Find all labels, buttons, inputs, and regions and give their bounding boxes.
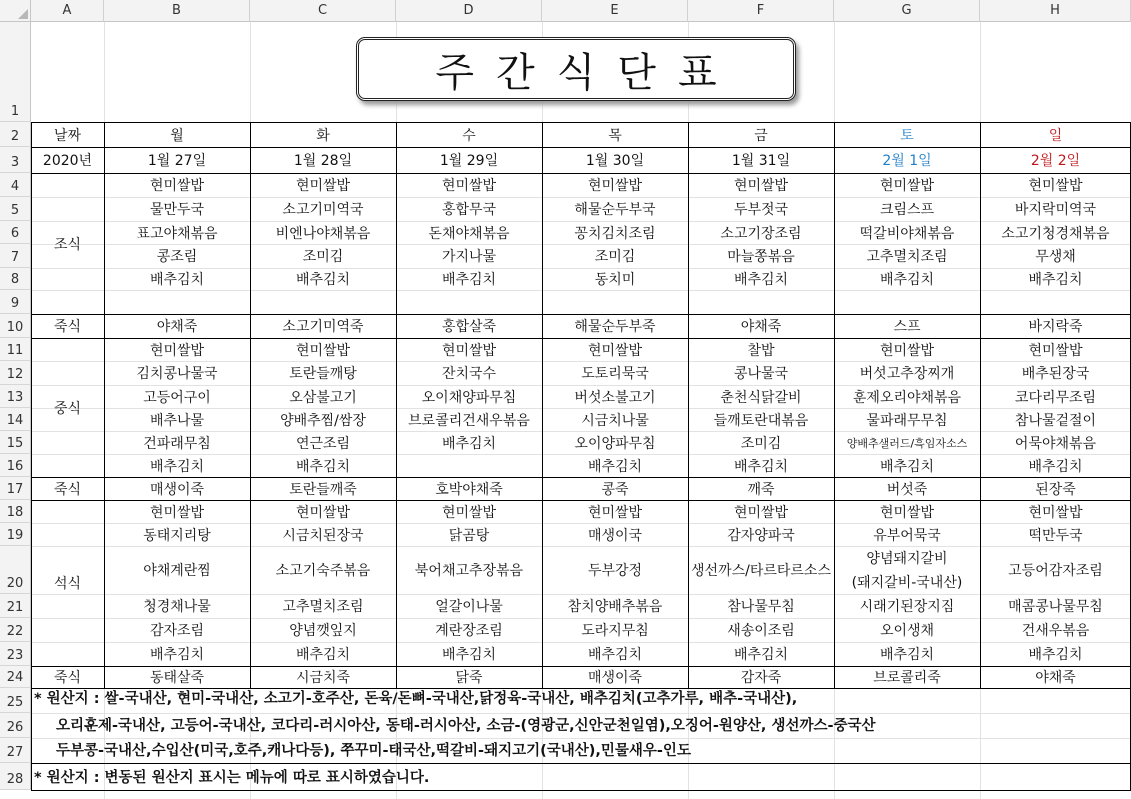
day-date-4: 1월 30일 [585, 153, 645, 169]
menu-item: 현미쌀밥 [295, 178, 351, 194]
menu-item: 콩나물국 [733, 366, 789, 382]
menu-item: 북어채고추장볶음 [414, 563, 524, 579]
row-header-12[interactable]: 12 [0, 361, 31, 385]
porridge-noon-label: 죽식 [53, 481, 82, 498]
day-name-5: 금 [754, 127, 768, 144]
menu-item: 배추김치 [295, 647, 351, 663]
day-name-7: 일 [1048, 127, 1063, 144]
menu-item: 찰밥 [747, 342, 775, 359]
menu-item: 떡만두국 [1028, 527, 1083, 544]
menu-item: 야채계란찜 [143, 563, 211, 579]
menu-item: 배추김치 [733, 272, 789, 288]
menu-item: 양념돼지갈비 [866, 551, 948, 567]
row-header-10[interactable]: 10 [0, 314, 31, 338]
column-header-b[interactable]: B [104, 0, 250, 22]
row-header-16[interactable]: 16 [0, 454, 31, 477]
menu-item: 현미쌀밥 [733, 504, 789, 521]
menu-item: 어묵야채볶음 [1014, 435, 1097, 452]
menu-item: 매콤콩나물무침 [1008, 599, 1103, 615]
row-header-7[interactable]: 7 [0, 244, 31, 268]
menu-item: 배추김치 [149, 458, 205, 475]
day-name-1: 월 [170, 127, 184, 144]
menu-item: 배추김치 [733, 647, 789, 663]
menu-item: 비엔나야채볶음 [275, 225, 371, 242]
menu-item: 두부젓국 [733, 202, 789, 218]
menu-item: 배추나물 [149, 412, 205, 429]
lunch-label: 중식 [53, 400, 82, 417]
porridge-morning-label: 죽식 [53, 319, 82, 335]
menu-item: 고추멸치조림 [282, 599, 364, 615]
menu-item: 훈제오리야채볶음 [852, 389, 962, 406]
row-header-20[interactable]: 20 [0, 546, 31, 594]
menu-item: 배추김치 [879, 272, 935, 288]
date-label: 날짜 [53, 127, 82, 144]
column-header-f[interactable]: F [688, 0, 834, 22]
menu-item: 현미쌀밥 [1028, 342, 1083, 359]
menu-item: 고등어구이 [143, 389, 211, 406]
menu-item: 마늘쫑볶음 [727, 249, 795, 265]
menu-item: 배추된장국 [1021, 366, 1090, 382]
porridge-item: 바지락죽 [1028, 319, 1083, 335]
row-header-5[interactable]: 5 [0, 197, 31, 221]
menu-item: 현미쌀밥 [149, 342, 205, 359]
menu-item: 콩조림 [156, 249, 198, 265]
menu-item: 배추김치 [587, 647, 643, 663]
menu-item: 떡갈비야채볶음 [859, 225, 955, 242]
porridge-item: 야채죽 [156, 319, 198, 335]
row-header-17[interactable]: 17 [0, 477, 31, 500]
menu-item: 고등어감자조림 [1008, 563, 1103, 579]
menu-item: 참나물무침 [727, 599, 795, 615]
menu-item: 청경채나물 [143, 599, 211, 615]
porridge-item: 감자죽 [740, 670, 782, 686]
dinner-label: 석식 [53, 576, 82, 592]
menu-item: 배추김치 [441, 272, 497, 288]
row-header-21[interactable]: 21 [0, 594, 31, 618]
menu-item: 참치양배추볶음 [567, 599, 663, 615]
menu-item: 감자양파국 [727, 527, 795, 544]
porridge-item: 호박야채죽 [435, 481, 503, 498]
menu-item: 생선까스/타르타르소스 [691, 563, 831, 579]
menu-item: 현미쌀밥 [149, 178, 205, 194]
menu-item: 현미쌀밥 [587, 178, 643, 194]
menu-item: (돼지갈비-국내산) [851, 575, 963, 591]
porridge-item: 브로콜리죽 [873, 670, 941, 686]
row-header-4[interactable]: 4 [0, 173, 31, 197]
menu-item: 춘천식닭갈비 [720, 389, 802, 406]
menu-item: 참나물겉절이 [1014, 412, 1097, 429]
menu-item: 배추김치 [587, 458, 643, 475]
menu-item: 양배추찜/쌈장 [280, 412, 366, 429]
menu-item: 얼갈이나물 [435, 599, 503, 615]
menu-item: 감자조림 [149, 623, 205, 639]
menu-item: 바지락미역국 [1014, 202, 1097, 218]
porridge-item: 매생이죽 [587, 670, 643, 686]
menu-item: 버섯고추장찌개 [859, 366, 955, 382]
menu-item: 계란장조림 [435, 623, 503, 639]
menu-item: 도라지무침 [581, 623, 649, 639]
row-header-22[interactable]: 22 [0, 618, 31, 642]
select-all-corner[interactable] [0, 0, 31, 22]
row-header-15[interactable]: 15 [0, 431, 31, 454]
menu-item: 현미쌀밥 [295, 342, 351, 359]
day-name-3: 수 [462, 127, 476, 144]
menu-item: 현미쌀밥 [441, 342, 497, 359]
porridge-item: 야채죽 [1035, 670, 1076, 686]
row-header-19[interactable]: 19 [0, 523, 31, 546]
menu-item: 양배추샐러드/흑임자소스 [846, 436, 968, 450]
row-header-25[interactable]: 25 [0, 688, 31, 713]
menu-item: 현미쌀밥 [295, 504, 351, 521]
menu-item: 동치미 [594, 272, 636, 288]
row-header-13[interactable]: 13 [0, 385, 31, 408]
menu-item: 현미쌀밥 [879, 178, 935, 194]
origin-note-2: 오리훈제-국내산, 고등어-국내산, 코다리-러시아산, 동태-러시아산, 소금-(영광군,신안군천일염),오징어-원양산, 생선까스-중국산 [56, 718, 876, 734]
menu-item: 소고기미역국 [282, 202, 364, 218]
porridge-item: 홍합살죽 [441, 319, 497, 335]
breakfast-label: 조식 [53, 236, 82, 253]
menu-item: 소고기장조림 [720, 225, 802, 242]
row-header-27[interactable]: 27 [0, 738, 31, 763]
row-header-3[interactable]: 3 [0, 147, 31, 173]
menu-item: 꽁치김치조림 [574, 225, 656, 242]
menu-item: 버섯소불고기 [574, 389, 656, 406]
menu-item: 오이채양파무침 [421, 389, 517, 406]
menu-item: 건파래무침 [143, 435, 211, 452]
menu-item: 매생이국 [587, 527, 643, 544]
menu-item: 배추김치 [149, 272, 205, 288]
origin-note-4: * 원산지 : 변동된 원산지 표시는 메뉴에 따로 표시하였습니다. [34, 770, 430, 786]
row-header-18[interactable]: 18 [0, 500, 31, 523]
menu-item: 연근조림 [295, 435, 351, 452]
menu-item: 현미쌀밥 [441, 504, 497, 521]
menu-item: 배추김치 [1028, 272, 1083, 288]
menu-item: 고추멸치조림 [866, 249, 948, 265]
menu-item: 배추김치 [441, 647, 497, 663]
menu-item: 김치콩나물국 [136, 366, 218, 382]
porridge-evening-label: 죽식 [53, 670, 82, 686]
menu-item: 배추김치 [1028, 458, 1083, 475]
page-title: 주간식단표 [356, 37, 796, 101]
menu-item: 물파래무무침 [866, 412, 948, 429]
origin-note-3: 두부콩-국내산,수입산(미국,호주,캐나다등), 쭈꾸미-태국산,떡갈비-돼지고기(국내산),민물새우-인도 [56, 743, 691, 759]
menu-item: 오삼불고기 [289, 389, 357, 406]
menu-item: 현미쌀밥 [149, 504, 205, 521]
menu-item: 시래기된장지짐 [859, 599, 955, 615]
menu-item: 현미쌀밥 [587, 504, 643, 521]
menu-item: 가지나물 [441, 249, 497, 265]
menu-item: 시금치된장국 [282, 527, 364, 544]
menu-item: 들깨토란대볶음 [713, 412, 809, 429]
menu-item: 현미쌀밥 [1028, 178, 1083, 194]
row-header-1[interactable]: 1 [0, 22, 31, 122]
menu-item: 물만두국 [149, 202, 205, 218]
column-header-e[interactable]: E [542, 0, 688, 22]
menu-item: 두부강정 [587, 563, 643, 579]
menu-item: 오이양파무침 [574, 435, 656, 452]
menu-item: 현미쌀밥 [879, 504, 935, 521]
menu-item: 배추김치 [441, 435, 497, 452]
day-date-6: 2월 1일 [882, 153, 932, 169]
menu-item: 양념깻잎지 [289, 623, 357, 639]
menu-item: 표고야채볶음 [136, 225, 218, 242]
menu-item [396, 454, 542, 477]
row-header-28[interactable]: 28 [0, 763, 31, 790]
column-header-c[interactable]: C [250, 0, 396, 22]
menu-item: 현미쌀밥 [587, 342, 643, 359]
menu-item: 소고기숙주볶음 [275, 563, 371, 579]
day-date-1: 1월 27일 [147, 153, 207, 169]
row-header-8[interactable]: 8 [0, 268, 31, 290]
menu-item: 시금치나물 [581, 412, 649, 429]
day-name-2: 화 [316, 127, 330, 144]
menu-item: 배추김치 [295, 272, 351, 288]
column-header-a[interactable]: A [31, 0, 104, 22]
year-label: 2020년 [42, 153, 93, 169]
porridge-item: 시금치죽 [295, 670, 351, 686]
menu-item: 배추김치 [149, 647, 205, 663]
menu-item: 유부어묵국 [873, 527, 941, 544]
menu-item: 도토리묵국 [581, 366, 649, 382]
porridge-item: 야채죽 [740, 319, 782, 335]
menu-item: 현미쌀밥 [879, 342, 935, 359]
porridge-item: 깨죽 [747, 481, 775, 498]
row-header-24[interactable]: 24 [0, 666, 31, 688]
menu-item: 소고기청경채볶음 [1001, 225, 1110, 242]
menu-item: 배추김치 [733, 458, 789, 475]
menu-item: 배추김치 [1028, 647, 1083, 663]
row-header-23[interactable]: 23 [0, 642, 31, 666]
day-date-2: 1월 28일 [293, 153, 353, 169]
column-header-d[interactable]: D [396, 0, 542, 22]
row-header-6[interactable]: 6 [0, 221, 31, 244]
column-header-h[interactable]: H [980, 0, 1131, 22]
menu-item: 홍합무국 [441, 202, 497, 218]
porridge-item: 버섯죽 [886, 481, 928, 498]
origin-note-1: * 원산지 : 쌀-국내산, 현미-국내산, 소고기-호주산, 돈육/돈뼈-국내산,닭정육-국내산, 배추김치(고추가루, 배추-국내산), [34, 691, 798, 707]
menu-item: 무생채 [1035, 249, 1076, 265]
row-header-9[interactable]: 9 [0, 290, 31, 314]
menu-item: 돈채야채볶음 [428, 225, 510, 242]
row-header-14[interactable]: 14 [0, 408, 31, 431]
day-name-6: 토 [900, 127, 914, 144]
menu-item: 조미김 [594, 249, 636, 265]
menu-item: 조미김 [302, 249, 344, 265]
menu-item: 건새우볶음 [1021, 623, 1090, 639]
porridge-item: 닭죽 [455, 670, 483, 686]
porridge-item: 스프 [893, 319, 921, 335]
porridge-item: 소고기미역죽 [282, 319, 364, 335]
porridge-item: 동태살죽 [149, 670, 205, 686]
menu-item: 조미김 [740, 435, 782, 452]
menu-item: 해물순두부국 [574, 202, 656, 218]
day-date-7: 2월 2일 [1030, 153, 1081, 169]
menu-item: 현미쌀밥 [733, 178, 789, 194]
day-date-5: 1월 31일 [731, 153, 791, 169]
menu-item: 새송이조림 [727, 623, 795, 639]
porridge-item: 콩죽 [601, 481, 629, 498]
row-header-2[interactable]: 2 [0, 122, 31, 147]
menu-item: 잔치국수 [441, 366, 497, 382]
column-header-g[interactable]: G [834, 0, 980, 22]
menu-item: 오이생채 [879, 623, 935, 639]
porridge-item: 매생이죽 [149, 481, 205, 498]
menu-item: 배추김치 [879, 647, 935, 663]
menu-item: 토란들깨탕 [289, 366, 357, 382]
day-name-4: 목 [608, 127, 622, 144]
menu-item: 코다리무조림 [1014, 389, 1097, 406]
menu-item: 현미쌀밥 [1028, 504, 1083, 521]
porridge-item: 토란들깨죽 [289, 481, 357, 498]
row-header-11[interactable]: 11 [0, 338, 31, 361]
menu-item: 현미쌀밥 [441, 178, 497, 194]
menu-item: 동태지리탕 [143, 527, 211, 544]
menu-item: 배추김치 [295, 458, 351, 475]
menu-item: 브로콜리건새우볶음 [408, 412, 530, 429]
row-header-26[interactable]: 26 [0, 713, 31, 738]
porridge-item: 해물순두부죽 [574, 319, 656, 335]
porridge-item: 된장죽 [1035, 481, 1076, 498]
menu-item: 배추김치 [879, 458, 935, 475]
day-date-3: 1월 29일 [439, 153, 499, 169]
menu-item: 닭곰탕 [448, 527, 490, 544]
menu-item: 크림스프 [879, 202, 935, 218]
